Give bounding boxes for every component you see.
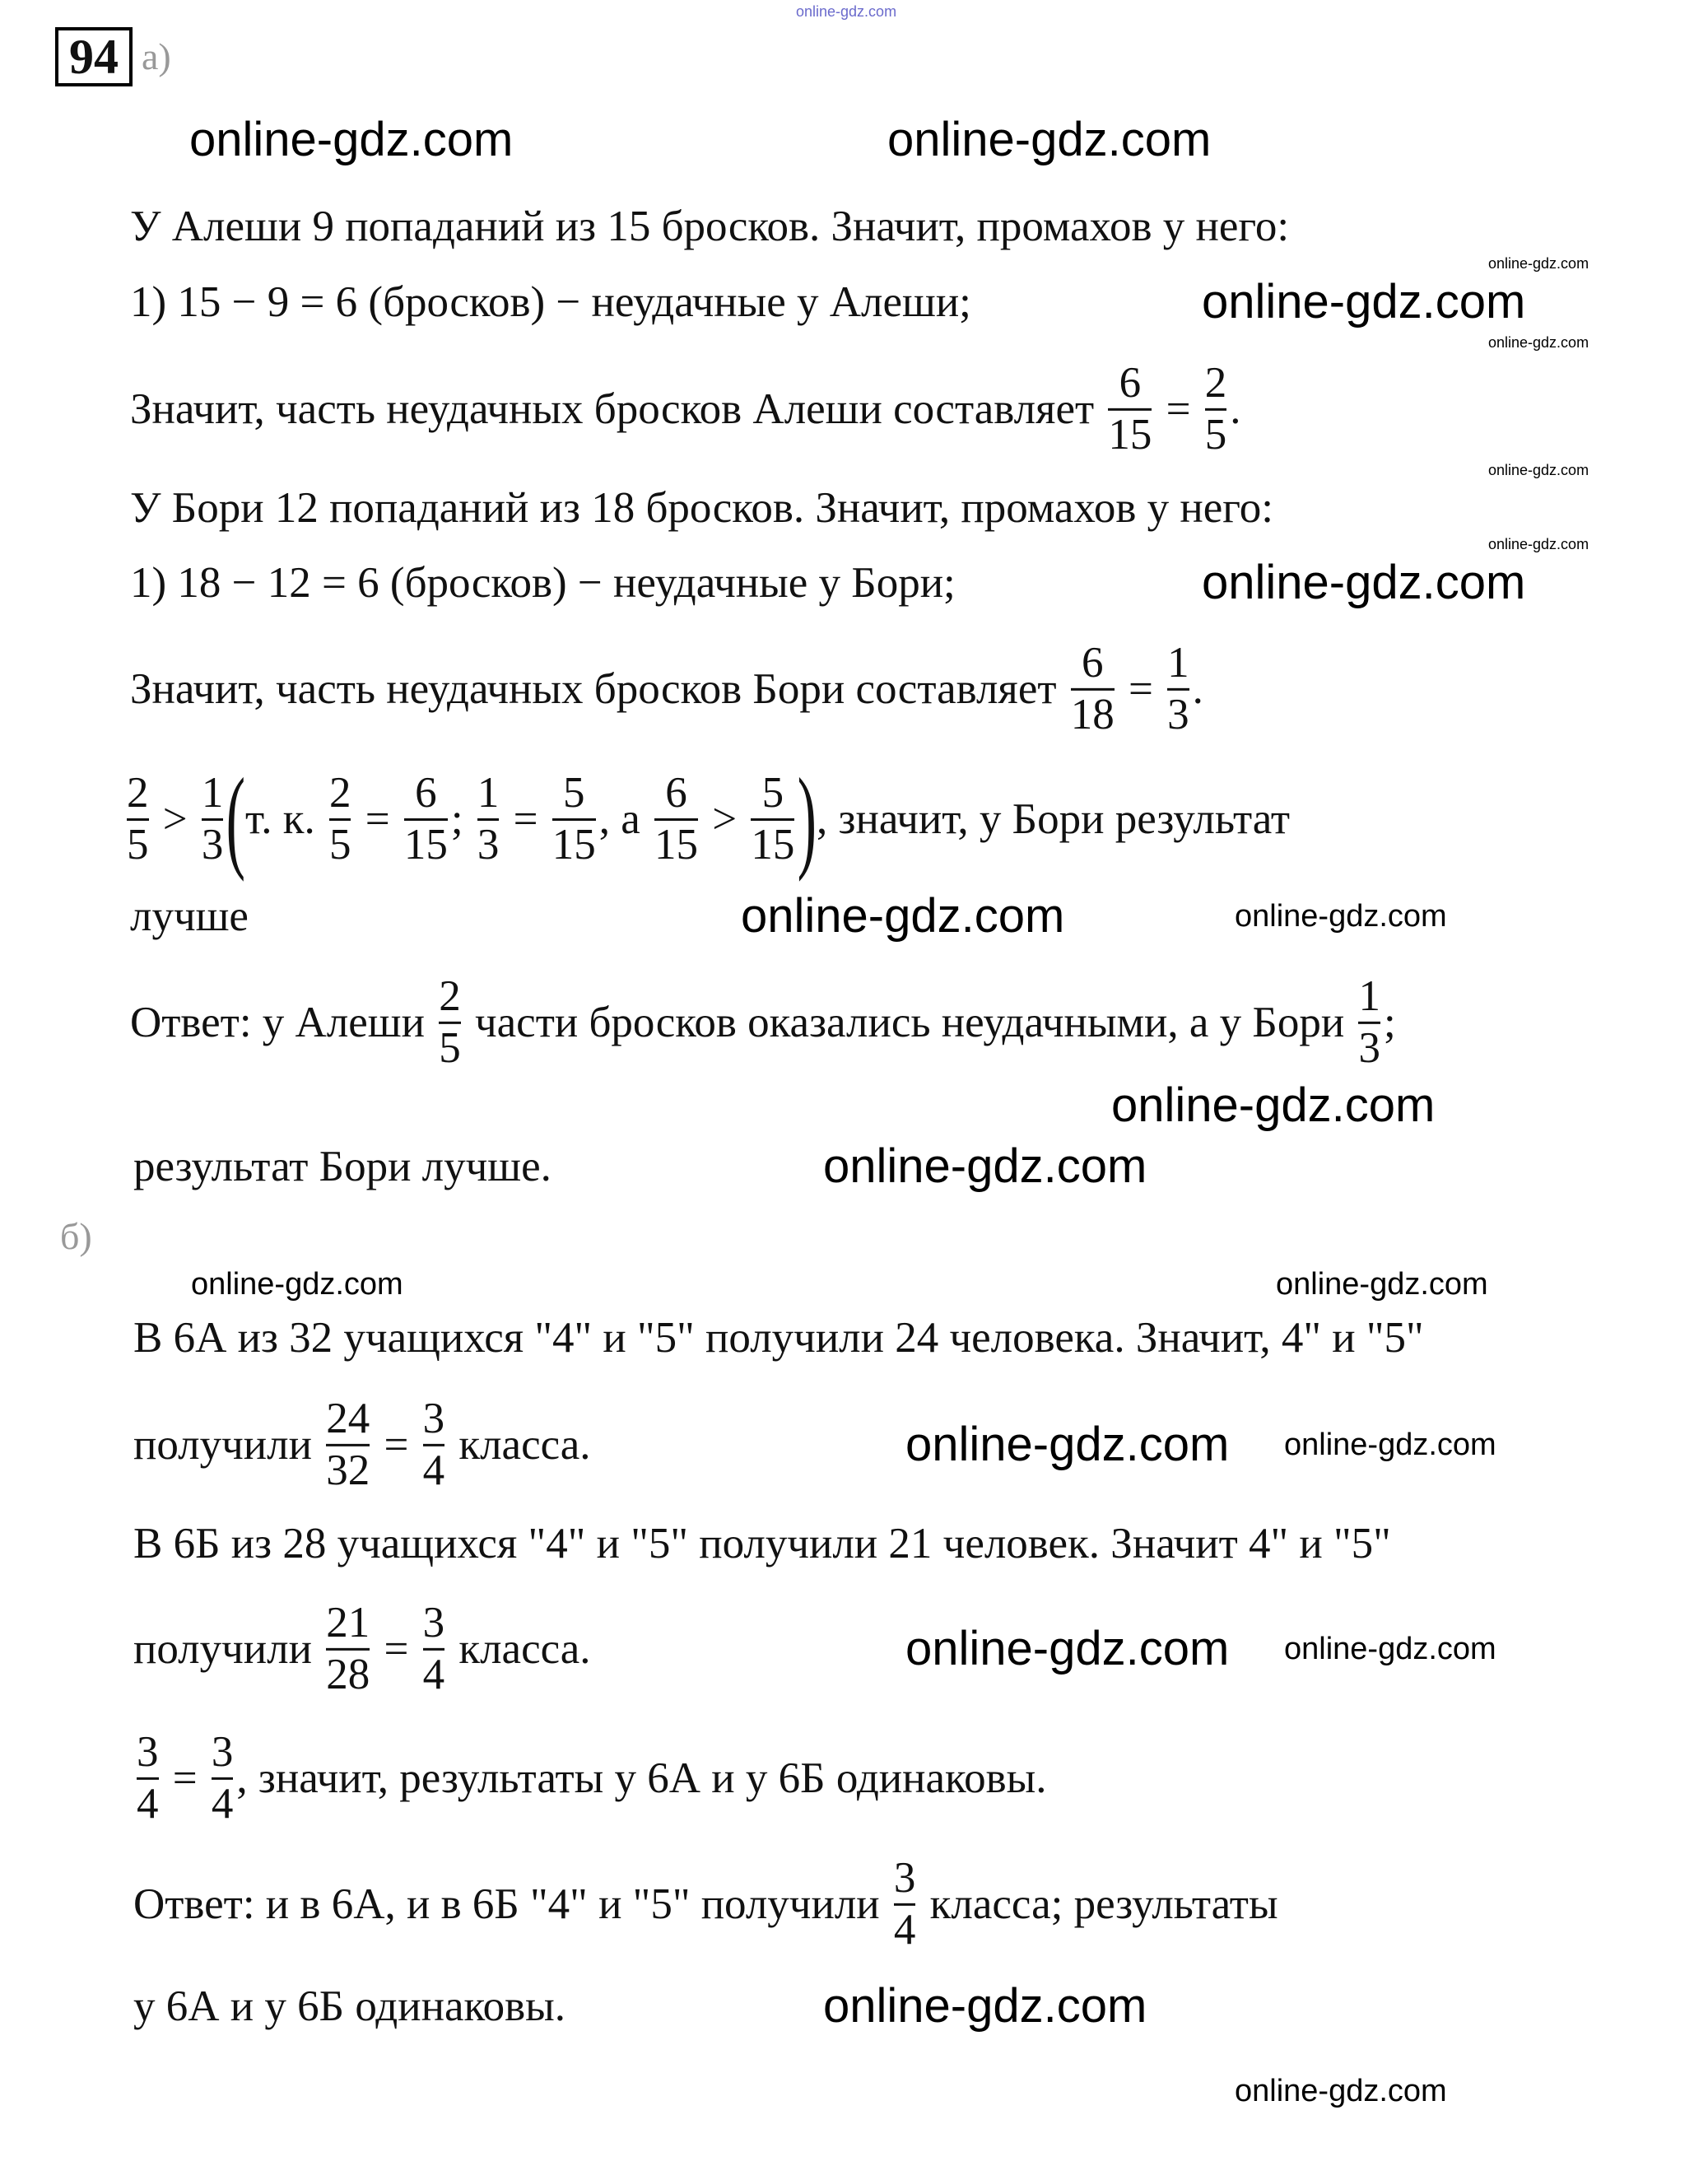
watermark: online-gdz.com (1202, 275, 1526, 328)
fraction (1108, 358, 1152, 459)
fraction-denominator: 4 (137, 1779, 159, 1828)
part-a-line (130, 892, 249, 940)
fraction (328, 768, 351, 869)
part-a-label: а) (142, 35, 171, 77)
fraction-denominator: 4 (422, 1446, 445, 1494)
fraction-numerator: 3 (893, 1853, 916, 1902)
fraction-denominator: 28 (326, 1650, 370, 1698)
line-text: В 6А из 32 учащихся "4" и "5" получили 24 человека. Значит, 4" и "5" (133, 1313, 1424, 1362)
fraction (423, 1396, 445, 1493)
line-text: = (373, 1420, 420, 1469)
line-text: = (373, 1624, 420, 1673)
fraction (654, 768, 698, 869)
line-text: , а (598, 794, 651, 843)
line-text: Ответ: у Алеши (130, 998, 436, 1046)
fraction (403, 768, 448, 869)
line-text: > (151, 794, 198, 843)
line-text: У Алеши 9 попаданий из 15 бросков. Значит, промахов у него: (130, 202, 1290, 250)
watermark: online-gdz.com (796, 3, 897, 20)
fraction-denominator: 15 (654, 820, 698, 869)
watermark: online-gdz.com (823, 1139, 1147, 1193)
fraction-denominator: 5 (439, 1023, 461, 1072)
fraction-numerator: 3 (137, 1727, 159, 1776)
line-text: ; (1383, 998, 1396, 1046)
fraction-numerator: 3 (211, 1727, 234, 1776)
fraction (1167, 640, 1189, 738)
part-a-line (130, 971, 1396, 1072)
line-text: получили (133, 1624, 323, 1673)
fraction (137, 1727, 159, 1828)
part-a-line (130, 203, 1289, 250)
line-text: т. к. (245, 794, 326, 843)
fraction-denominator: 5 (1204, 410, 1227, 459)
line-text: = (1117, 664, 1165, 713)
fraction (326, 1396, 370, 1493)
part-a-line (123, 755, 1291, 883)
fraction-numerator: 2 (127, 768, 149, 817)
watermark: online-gdz.com (1235, 899, 1447, 934)
line-text: класса; результаты (919, 1880, 1278, 1928)
fraction (1071, 640, 1115, 738)
fraction (1204, 358, 1227, 459)
line-text: , значит, результаты у 6А и у 6Б одинаковы. (236, 1754, 1047, 1802)
watermark: online-gdz.com (1111, 1078, 1436, 1132)
fraction (751, 768, 795, 869)
watermark: online-gdz.com (1488, 334, 1589, 351)
right-paren: ) (798, 755, 817, 883)
fraction-numerator: 2 (439, 971, 461, 1020)
fraction (326, 1600, 370, 1698)
part-a-line (130, 278, 971, 326)
fraction-denominator: 15 (403, 820, 448, 869)
fraction-numerator: 5 (562, 768, 585, 817)
line-text: ; (450, 794, 474, 843)
fraction-numerator: 5 (761, 768, 784, 817)
line-text: = (161, 1754, 208, 1802)
fraction-numerator: 24 (326, 1394, 370, 1442)
fraction-denominator: 5 (328, 820, 351, 869)
line-text: лучше (130, 892, 249, 940)
watermark: online-gdz.com (823, 1979, 1147, 2033)
watermark: online-gdz.com (887, 113, 1212, 166)
line-text: = (1155, 384, 1202, 433)
part-a-line (130, 559, 956, 607)
fraction-denominator: 18 (1070, 690, 1115, 738)
part-b-line (133, 1727, 1047, 1828)
part-b-line (133, 1520, 1391, 1567)
fraction-numerator: 21 (326, 1598, 370, 1647)
line-text: В 6Б из 28 учащихся "4" и "5" получили 21 человек. Значит 4" и "5" (133, 1519, 1391, 1567)
line-text: результат Бори лучше. (133, 1142, 551, 1190)
fraction-denominator: 15 (551, 820, 596, 869)
line-text: части бросков оказались неудачными, а у Бори (463, 998, 1356, 1046)
fraction-numerator: 2 (1204, 358, 1227, 407)
fraction-numerator: 2 (328, 768, 351, 817)
watermark: online-gdz.com (1276, 1267, 1488, 1302)
watermark: online-gdz.com (741, 889, 1065, 943)
watermark: online-gdz.com (1284, 1428, 1496, 1462)
fraction (201, 768, 224, 869)
line-text: Значит, часть неудачных бросков Бори составляет (130, 664, 1068, 713)
line-text: = (354, 794, 401, 843)
line-text: у 6А и у 6Б одинаковы. (133, 1982, 565, 2030)
watermark: online-gdz.com (1284, 1632, 1496, 1666)
watermark: online-gdz.com (1488, 255, 1589, 272)
watermark: online-gdz.com (905, 1622, 1230, 1675)
fraction-numerator: 6 (415, 768, 437, 817)
fraction (211, 1727, 234, 1828)
fraction-denominator: 5 (127, 820, 149, 869)
line-text: получили (133, 1420, 323, 1469)
watermark: online-gdz.com (191, 1267, 403, 1302)
part-a-line (130, 640, 1203, 738)
part-b-line (133, 1853, 1278, 1954)
fraction-numerator: 3 (422, 1598, 445, 1647)
part-b-line (133, 1600, 591, 1698)
fraction-denominator: 3 (201, 820, 224, 869)
fraction-numerator: 6 (1119, 358, 1142, 407)
part-b-line (133, 1396, 591, 1493)
fraction (127, 768, 149, 869)
fraction (439, 971, 461, 1072)
fraction-numerator: 6 (665, 768, 687, 817)
fraction (477, 768, 500, 869)
fraction-denominator: 15 (1108, 410, 1152, 459)
watermark: online-gdz.com (1488, 462, 1589, 478)
line-text: 1) 15 − 9 = 6 (бросков) − неудачные у Алеши; (130, 277, 971, 326)
part-b-line (133, 1314, 1424, 1362)
fraction-denominator: 4 (211, 1779, 234, 1828)
left-paren: ( (226, 755, 246, 883)
fraction (423, 1600, 445, 1698)
fraction-denominator: 4 (422, 1650, 445, 1698)
line-text: , значит, у Бори результат (817, 794, 1291, 843)
line-text: 1) 18 − 12 = 6 (бросков) − неудачные у Бори; (130, 558, 956, 607)
fraction-denominator: 32 (326, 1446, 370, 1494)
fraction-numerator: 1 (1358, 971, 1380, 1020)
task-number: 94 (55, 27, 133, 86)
watermark: online-gdz.com (905, 1418, 1230, 1471)
line-text: . (1192, 664, 1203, 713)
fraction-denominator: 4 (893, 1905, 916, 1954)
fraction-numerator: 1 (201, 768, 224, 817)
fraction (551, 768, 596, 869)
line-text: . (1230, 384, 1241, 433)
fraction-denominator: 3 (477, 820, 500, 869)
fraction-numerator: 3 (422, 1394, 445, 1442)
fraction-denominator: 15 (751, 820, 795, 869)
fraction (893, 1853, 916, 1954)
line-text: класса. (448, 1624, 591, 1673)
part-a-line (130, 484, 1273, 532)
watermark: online-gdz.com (1235, 2074, 1447, 2108)
watermark: online-gdz.com (1488, 536, 1589, 552)
line-text: > (701, 794, 748, 843)
watermark: online-gdz.com (1202, 556, 1526, 609)
fraction-denominator: 3 (1167, 690, 1189, 738)
part-b-label: б) (60, 1215, 92, 1257)
fraction-numerator: 6 (1082, 638, 1104, 687)
watermark: online-gdz.com (189, 113, 514, 166)
fraction-numerator: 1 (477, 768, 500, 817)
fraction (1358, 971, 1380, 1072)
line-text: Ответ: и в 6А, и в 6Б "4" и "5" получили (133, 1880, 891, 1928)
line-text: класса. (448, 1420, 591, 1469)
line-text: Значит, часть неудачных бросков Алеши составляет (130, 384, 1105, 433)
fraction-denominator: 3 (1358, 1023, 1380, 1072)
fraction-numerator: 1 (1167, 638, 1189, 687)
part-a-line (130, 358, 1241, 459)
line-text: У Бори 12 попаданий из 18 бросков. Значит, промахов у него: (130, 483, 1273, 532)
line-text: = (502, 794, 549, 843)
part-a-line (133, 1143, 551, 1190)
part-b-line (133, 1982, 565, 2030)
